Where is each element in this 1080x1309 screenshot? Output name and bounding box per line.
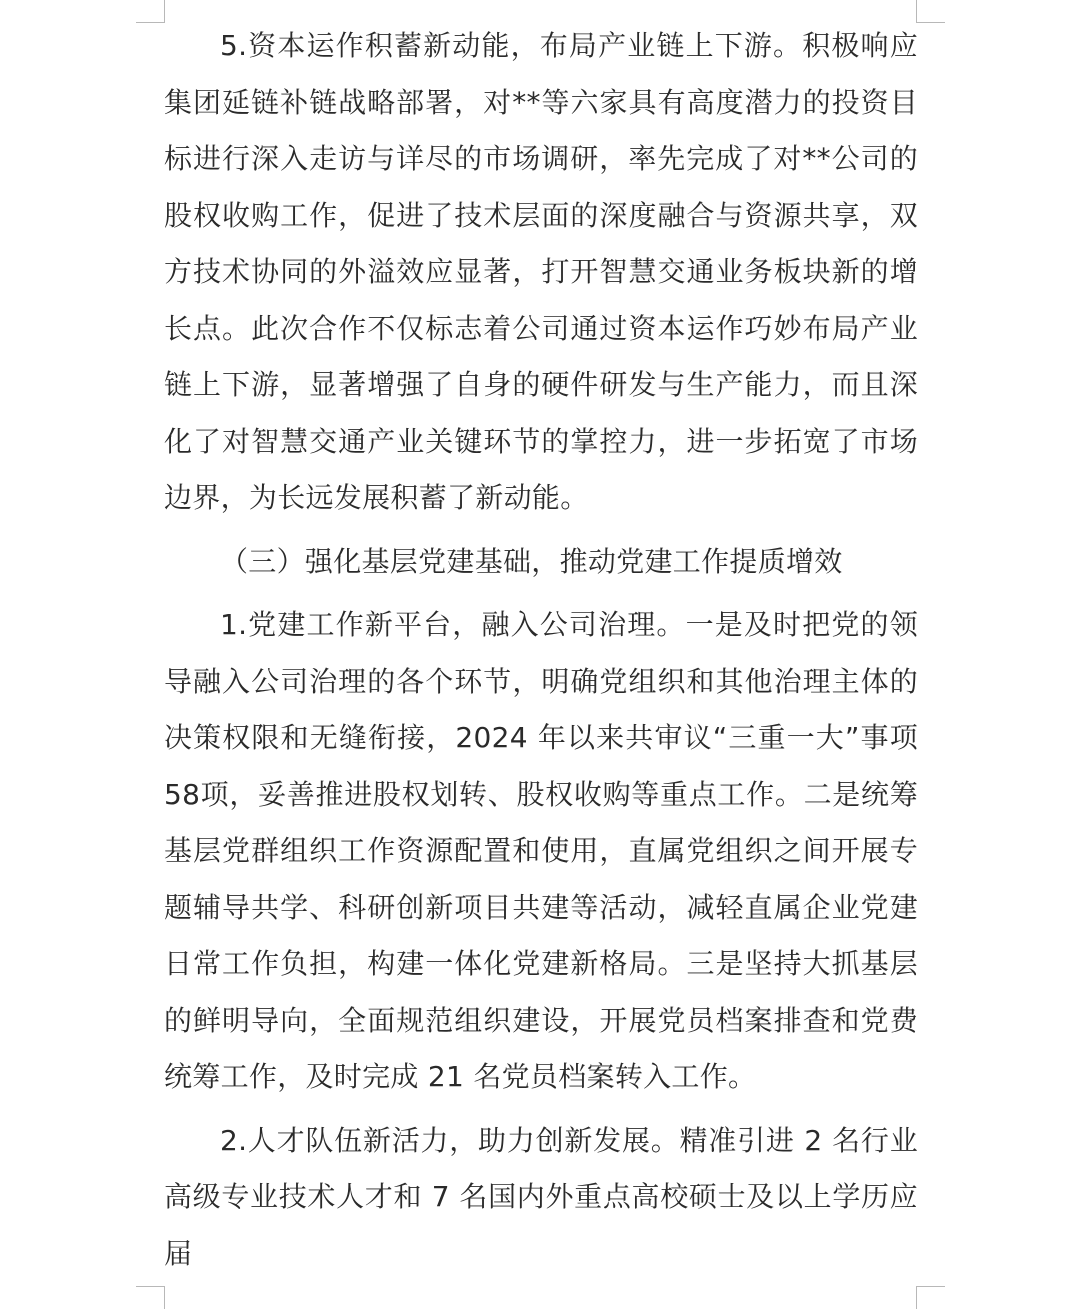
crop-mark-bottom-right	[916, 1286, 945, 1309]
paragraph-talent-team: 2.人才队伍新活力，助力创新发展。精准引进 2 名行业高级专业技术人才和 7 名国内外重点高校硕士及以上学历应届	[164, 1123, 918, 1270]
paragraph-capital-operation: 5.资本运作积蓄新动能，布局产业链上下游。积极响应集团延链补链战略部署，对**等六家具有高度潜力的投资目标进行深入走访与详尽的市场调研，率先完成了对**公司的股权收购工作，促进了技术层面的深度融合与资源共享，双方技术协同的外溢效应显著，打开智慧交通业务板块新的增长点。此次合作不仅标志着公司通过资本运作巧妙布局产业链上下游，显著增强了自身的硬件研发与生产能力，而且深化了对智慧交通产业关键环节的掌控力，进一步拓宽了市场边界，为长远发展积蓄了新动能。	[164, 29, 918, 514]
document-body	[164, 18, 918, 1282]
crop-mark-bottom-left	[136, 1286, 165, 1309]
paragraph-party-building-platform: 1.党建工作新平台，融入公司治理。一是及时把党的领导融入公司治理的各个环节，明确党组织和其他治理主体的决策权限和无缝衔接，2024 年以来共审议“三重一大”事项 58项，妥善推进股权划转、股权收购等重点工作。二是统筹基层党群组织工作资源配置和使用，直属党组织之间开展专题辅导共学、科研创新项目共建等活动，减轻直属企业党建日常工作负担，构建一体化党建新格局。三是坚持大抓基层的鲜明导向，全面规范组织建设，开展党员档案排查和党费统筹工作，及时完成 21 名党员档案转入工作。	[164, 608, 918, 1093]
crop-mark-top-right	[916, 0, 945, 23]
section-heading: （三）强化基层党建基础，推动党建工作提质增效	[220, 544, 843, 578]
crop-mark-top-left	[136, 0, 165, 23]
